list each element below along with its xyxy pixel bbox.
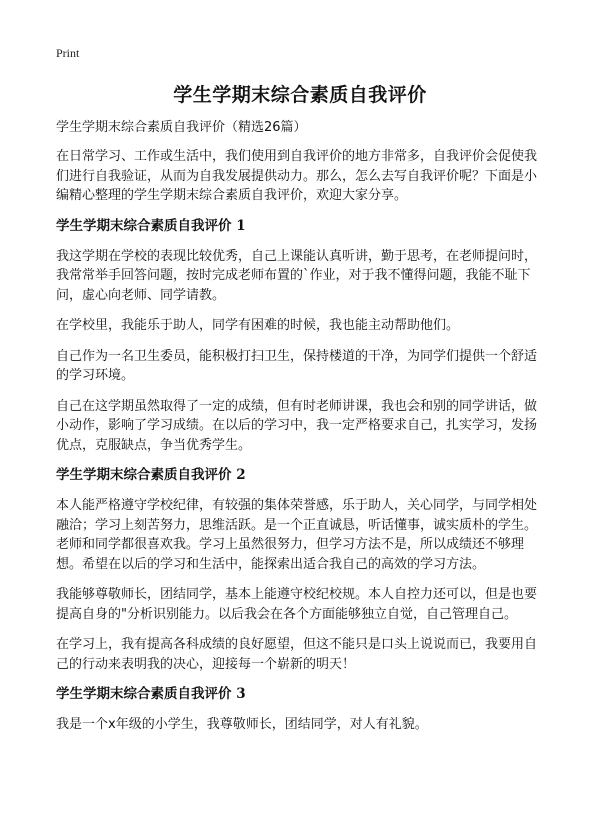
section-heading-2: 学生学期末综合素质自我评价 2 <box>56 467 246 483</box>
section-2-paragraph: 我能够尊敬师长，团结同学，基本上能遵守校纪校规。本人自控力还可以，但是也要提高自身的"分析识别能力。以后我会在各个方面能够独立自觉，自己管理自己。 <box>56 587 538 622</box>
article-subtitle: 学生学期末综合素质自我评价（精选26篇） <box>56 120 307 135</box>
section-2-paragraph: 在学习上，我有提高各科成绩的良好愿望，但这不能只是口头上说说而已，我要用自己的行动来表明我的决心，迎接每一个崭新的明天！ <box>56 637 538 672</box>
intro-paragraph: 在日常学习、工作或生活中，我们使用到自我评价的地方非常多，自我评价会促使我们进行自我验证，从而为自我发展提供动力。那么，怎么去写自我评价呢？下面是小编精心整理的学生学期末综合素质自我评价，欢迎大家分享。 <box>56 149 538 203</box>
section-1-paragraph: 自己作为一名卫生委员，能积极打扫卫生，保持楼道的干净，为同学们提供一个舒适的学习环境。 <box>56 348 538 383</box>
section-1-paragraph: 在学校里，我能乐于助人，同学有困难的时候，我也能主动帮助他们。 <box>56 318 460 333</box>
article-body <box>56 118 544 746</box>
section-3-paragraph: 我是一个x年级的小学生，我尊敬师长，团结同学，对人有礼貌。 <box>56 717 428 732</box>
print-link[interactable]: Print <box>56 46 80 60</box>
section-heading-3: 学生学期末综合素质自我评价 3 <box>56 686 246 702</box>
section-heading-1: 学生学期末综合素质自我评价 1 <box>56 217 246 234</box>
section-1-paragraph: 自己在这学期虽然取得了一定的成绩，但有时老师讲课，我也会和别的同学讲话，做小动作，影响了学习成绩。在以后的学习中，我一定严格要求自己，扎实学习，发扬优点，克服缺点，争当优秀学生。 <box>56 398 538 453</box>
section-2-paragraph: 本人能严格遵守学校纪律，有较强的集体荣誉感，乐于助人，关心同学，与同学相处融洽；学习上刻苦努力，思维活跃。是一个正直诚恳，听话懂事，诚实质朴的学生。老师和同学都很喜欢我。学习上虽然很努力，但学习方法不是，所以成绩还不够理想。希望在以后的学习和生活中，能探索出适合我自己的高效的学习方法。 <box>56 498 538 572</box>
page-title: 学生学期末综合素质自我评价 <box>173 84 427 106</box>
section-1-paragraph: 我这学期在学校的表现比较优秀，自己上课能认真听讲，勤于思考，在老师提问时，我常常举手回答问题，按时完成老师布置的`作业，对于我不懂得问题，我能不耻下问，虚心向老师、同学请教。 <box>56 248 538 303</box>
